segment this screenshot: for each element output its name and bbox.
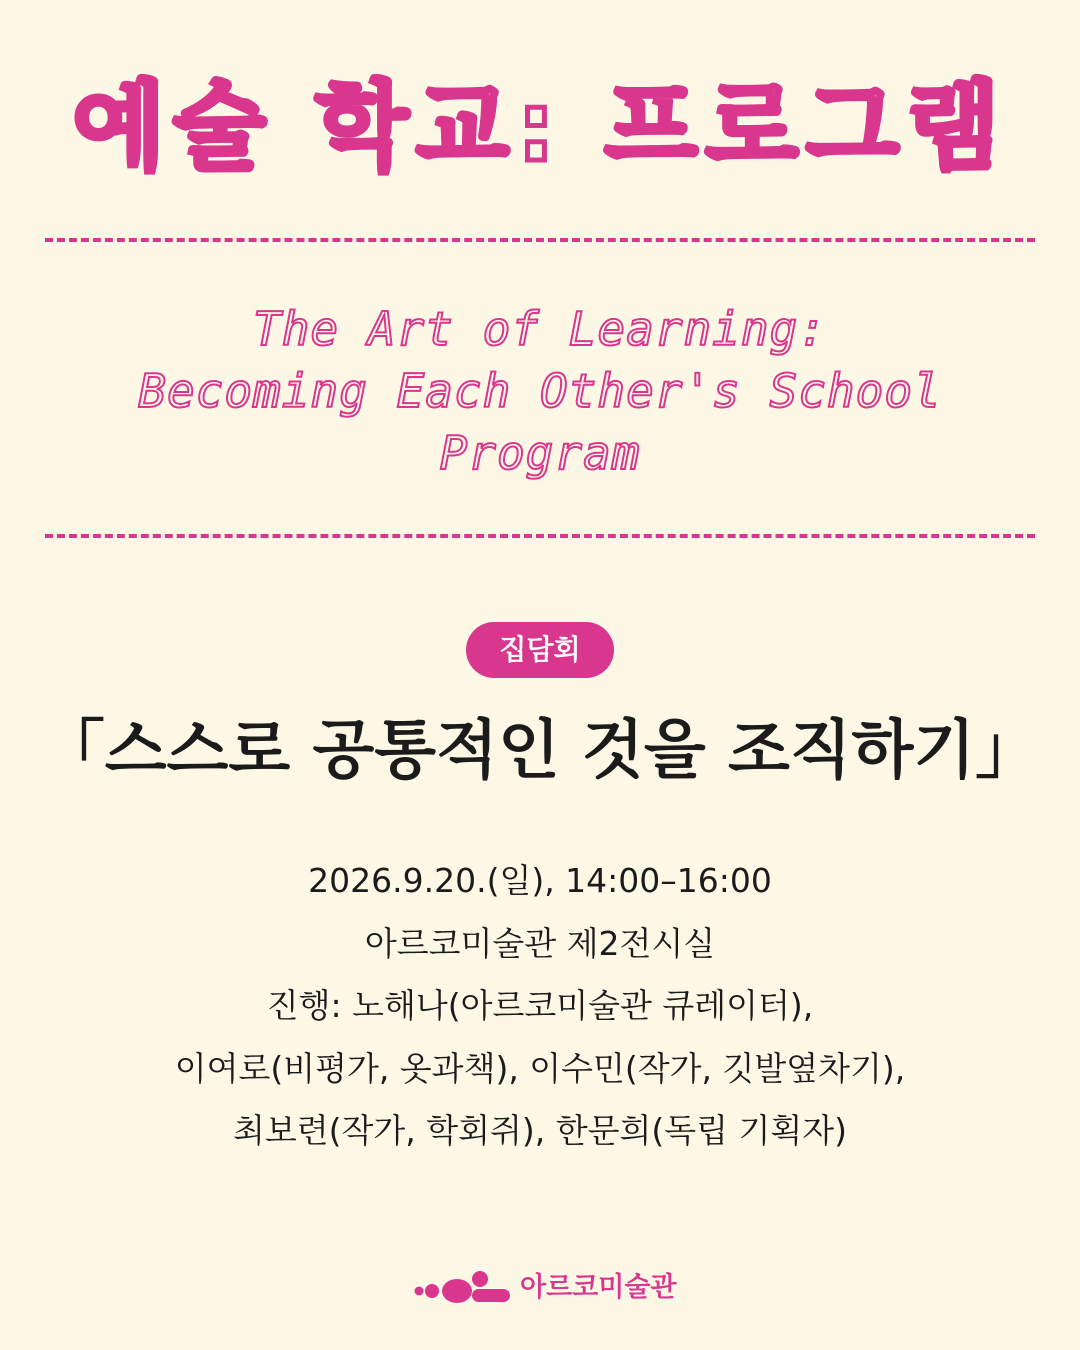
arko-logo	[414, 1268, 677, 1308]
korean-title: 예술 학교: 프로그램	[72, 71, 1008, 183]
arko-dots-logo-icon	[414, 1268, 510, 1308]
english-title-line-2: Becoming Each Other's School	[138, 364, 942, 418]
event-moderators-2: 이여로(비평가, 옷과책), 이수민(작가, 깃발옆차기),	[174, 1048, 906, 1088]
event-date: 2026.9.20.(일), 14:00–16:00	[308, 861, 772, 900]
dashed-divider-bottom	[45, 534, 1035, 538]
english-title	[0, 298, 1080, 484]
english-title-line-3: Program	[439, 426, 641, 480]
logo-text: 아르코미술관	[520, 1272, 677, 1303]
event-type-badge: 집담회	[466, 622, 614, 678]
english-title-line-1: The Art of Learning:	[253, 302, 827, 356]
dashed-divider-top	[45, 238, 1035, 242]
event-venue: 아르코미술관 제2전시실	[364, 923, 716, 963]
event-details	[0, 850, 1080, 1163]
event-moderators-1: 진행: 노해나(아르코미술관 큐레이터),	[266, 986, 814, 1025]
event-moderators-3: 최보련(작가, 학회쥐), 한문희(독립 기획자)	[233, 1111, 847, 1150]
event-headline: 「스스로 공통적인 것을 조직하기」	[40, 714, 1040, 788]
